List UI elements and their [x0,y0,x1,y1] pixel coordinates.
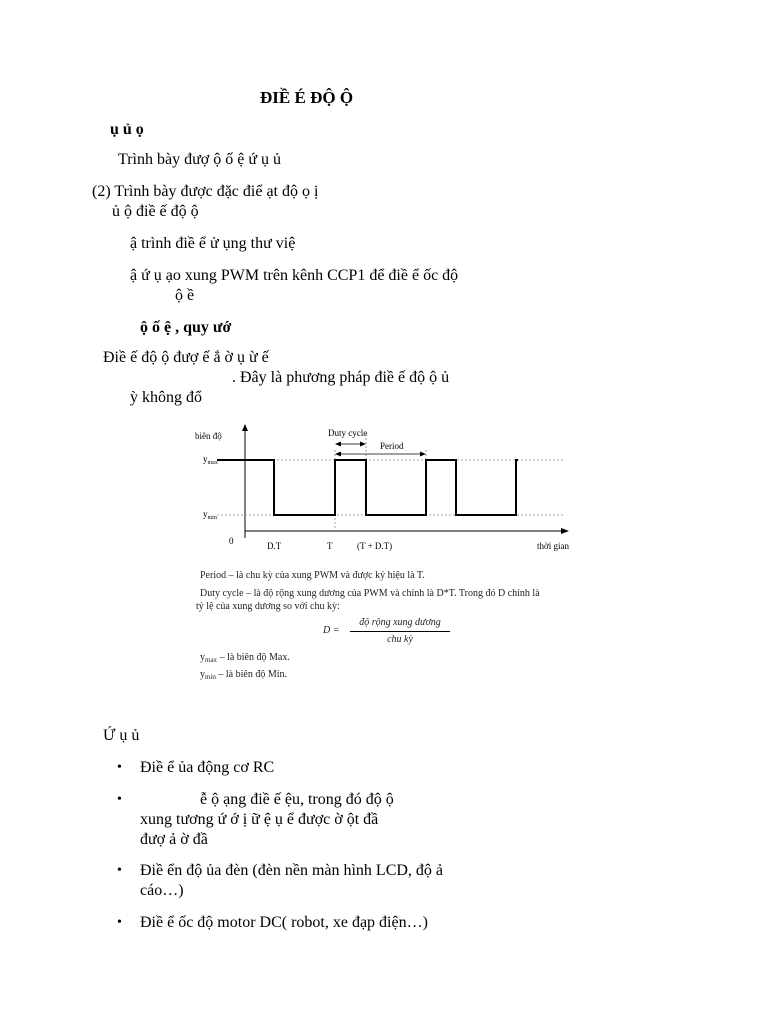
caption-duty-line-1: Duty cycle – là độ rộng xung dương của PWM và chính là D*T. Trong đó D chính là [200,588,540,599]
formula-numerator: độ rộng xung dương [359,617,441,628]
application-3-line-2: cáo…) [140,882,184,899]
section-theory-heading: ộ ố ệ , quy ướ [140,319,232,336]
objective-2-line-1: (2) Trình bày được đặc điể ạt độ ọ ị [92,183,319,200]
theory-paragraph-line-1: Điề ế độ ộ đượ ế ắ ờ ụ ừ ế [103,349,269,366]
formula-fraction-bar [350,631,450,632]
caption-ymin: $y_{min}$ – là biên độ Min. [200,669,287,681]
pwm-signal [217,460,518,515]
application-2-line-2: xung tương ứ ớ ị ữ ệ ụ ể được ờ ột đầ [140,811,379,828]
x-axis-label: thời gian [537,541,570,551]
application-3-line-1: Điề ển độ ủa đèn (đèn nền màn hình LCD, độ ả [140,862,444,879]
application-1: Điề ể ủa động cơ RC [140,759,275,776]
ymax-label: $y_{max}$ [203,454,218,466]
application-2-line-1: ễ ộ ạng điề ế ệu, trong đó độ ộ [200,791,394,808]
ymin-label: $y_{min}$ [203,509,217,521]
period-label: Period [380,441,404,451]
theory-paragraph-line-2: . Đây là phương pháp điề ế độ ộ ủ [232,369,450,386]
duty-cycle-label: Duty cycle [328,428,368,438]
caption-period: Period – là chu kỳ của xung PWM và được ký hiệu là T. [200,570,425,581]
pwm-waveform-diagram [185,420,585,560]
tick-t-label: T [327,541,333,551]
objective-2-line-2: ủ ộ điề ế độ ộ [112,203,199,220]
objective-3: ậ trình điề ể ử ụng thư việ [130,235,296,252]
objective-4-line-2: ộ ề [175,287,195,304]
bullet-1: • [117,760,122,775]
objective-1: Trình bày đượ ộ ố ệ ứ ụ ủ [118,151,281,168]
origin-label: 0 [229,536,234,546]
document-title: ĐIỀ É ĐỘ Ộ [260,88,354,107]
formula-lhs: D = [323,625,340,636]
y-axis-arrow [242,424,248,431]
theory-paragraph-line-3: ỳ không đổ [130,389,202,406]
x-axis-arrow [561,528,569,534]
formula-denominator: chu kỳ [387,634,413,645]
section-applications-heading: Ứ ụ ủ [103,727,140,744]
tick-dt-label: D.T [267,541,282,551]
application-4: Điề ể ốc độ motor DC( robot, xe đạp điện…) [140,914,428,931]
tick-tdt-label: (T + D.T) [357,541,393,551]
bullet-2: • [117,792,122,807]
caption-duty-line-2: tỷ lệ của xung dương so với chu kỳ: [196,601,340,612]
application-2-line-3: đượ ả ờ đầ [140,831,208,848]
bullet-3: • [117,863,122,878]
bullet-4: • [117,915,122,930]
section-objectives-heading: ụ ủ ọ [110,121,144,138]
y-axis-label: biên độ [195,431,222,441]
caption-ymax: $y_{max}$ – là biên độ Max. [200,652,290,664]
objective-4-line-1: ậ ứ ụ ạo xung PWM trên kênh CCP1 để điề ể ốc độ [130,267,459,284]
